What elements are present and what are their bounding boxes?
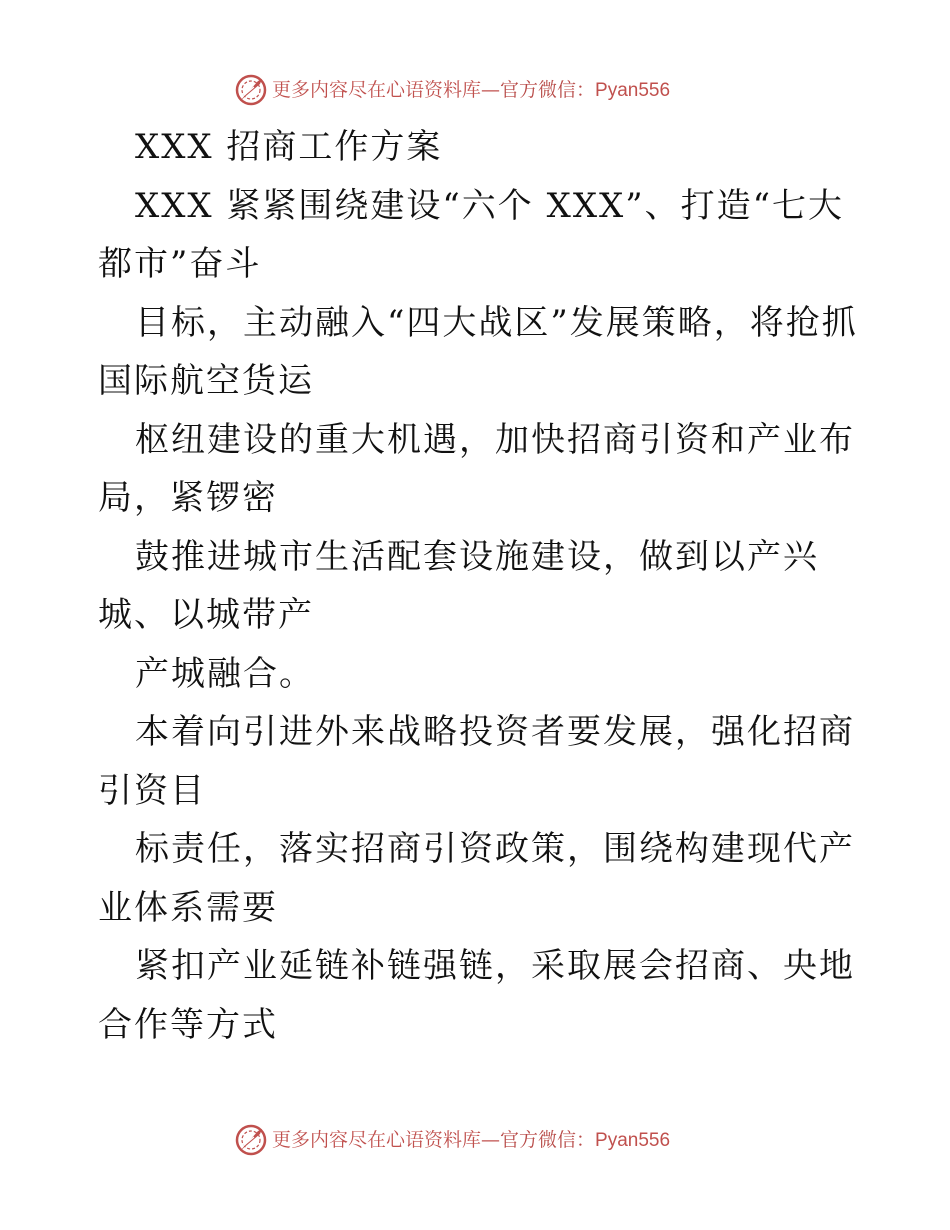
quill-pen-logo-icon	[234, 1123, 268, 1157]
watermark-wechat-id: Pyan556	[595, 79, 671, 101]
watermark-dash: —	[481, 78, 501, 101]
watermark-wechat-id: Pyan556	[595, 1129, 671, 1151]
watermark-wechat-label: 官方微信：	[500, 1128, 596, 1151]
paragraph: XXX 招商工作方案	[135, 127, 443, 167]
paragraph: 产城融合。	[135, 653, 315, 694]
document-body	[98, 118, 858, 1054]
watermark-site: 更多内容尽在心语资料库	[272, 1128, 482, 1151]
quill-pen-logo-icon	[234, 73, 268, 107]
paragraph: 目标，主动融入“四大战区”发展策略，将抢抓国际航空货运	[98, 302, 858, 401]
header-watermark	[234, 72, 670, 108]
paragraph: 标责任，落实招商引资政策，围绕构建现代产业体系需要	[98, 829, 855, 928]
paragraph: 本着向引进外来战略投资者要发展，强化招商引资目	[98, 712, 855, 811]
watermark-text	[272, 1128, 671, 1151]
footer-watermark	[234, 1122, 670, 1158]
paragraph: 枢纽建设的重大机遇，加快招商引资和产业布局，紧锣密	[98, 419, 855, 518]
watermark-wechat-label: 官方微信：	[500, 78, 596, 101]
watermark-site: 更多内容尽在心语资料库	[272, 78, 482, 101]
watermark-dash: —	[481, 1128, 501, 1151]
paragraph: 鼓推进城市生活配套设施建设，做到以产兴城、以城带产	[98, 536, 819, 635]
watermark-text	[272, 78, 671, 101]
paragraph: 紧扣产业延链补链强链，采取展会招商、央地合作等方式	[98, 946, 855, 1045]
paragraph: XXX 紧紧围绕建设“六个 XXX”、打造“七大都市”奋斗	[98, 185, 844, 284]
